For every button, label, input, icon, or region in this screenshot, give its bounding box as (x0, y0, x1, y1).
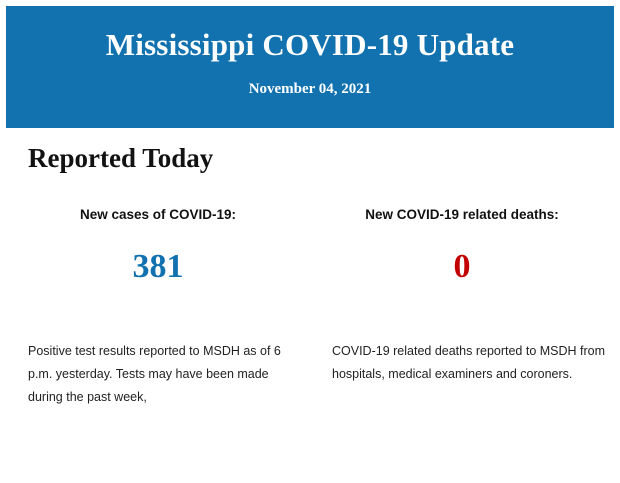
stat-new-deaths-label: New COVID-19 related deaths: (365, 207, 559, 222)
stat-new-deaths (310, 206, 614, 285)
notes-row (6, 340, 614, 409)
stat-new-cases (6, 206, 310, 285)
stat-new-deaths-note: COVID-19 related deaths reported to MSDH from hospitals, medical examiners and coroners. (332, 344, 606, 382)
stats-row (6, 206, 614, 285)
stat-new-cases-label: New cases of COVID-19: (79, 207, 237, 222)
stat-new-cases-value: 381 (132, 247, 184, 285)
stat-new-deaths-value: 0 (453, 247, 471, 285)
header-band (6, 6, 614, 128)
page-title: Mississippi COVID-19 Update (105, 27, 515, 62)
section-title-reported-today: Reported Today (28, 143, 214, 173)
report-date: November 04, 2021 (248, 81, 372, 98)
stat-new-cases-note: Positive test results reported to MSDH as of 6 p.m. yesterday. Tests may have been made during the past week, (28, 344, 281, 405)
